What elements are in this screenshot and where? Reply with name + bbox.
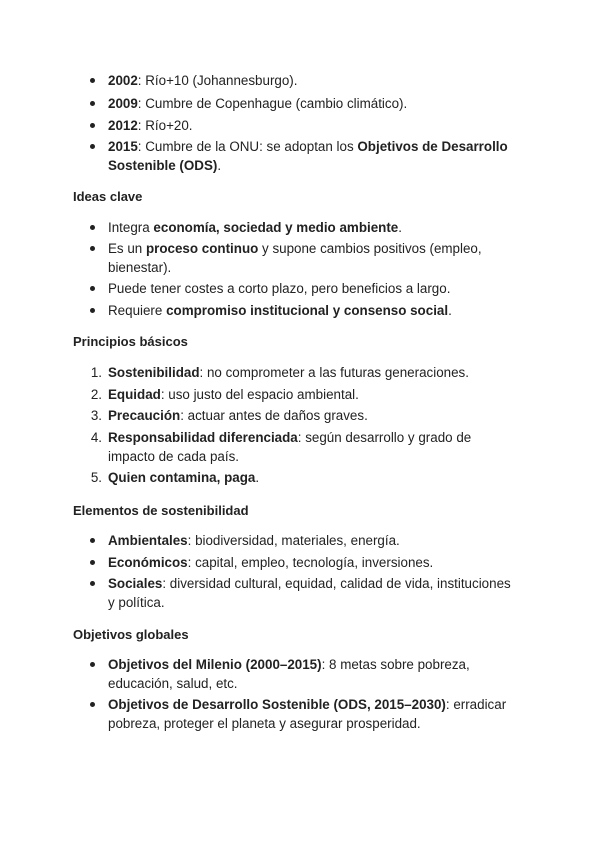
list-item: [108, 71, 518, 90]
item-bold-text: Económicos: [108, 555, 188, 570]
item-text: : no comprometer a las futuras generaciones.: [199, 365, 469, 380]
item-text: Integra: [108, 220, 154, 235]
list-item: [108, 94, 518, 113]
item-text: : capital, empleo, tecnología, inversiones.: [187, 555, 434, 570]
item-bold-text: Sostenibilidad: [108, 365, 200, 380]
item-bold-text: Objetivos de Desarrollo Sostenible (ODS, 2015–2030): [108, 697, 446, 712]
item-text: : Cumbre de Copenhague (cambio climático).: [137, 96, 408, 111]
item-bold-text: Equidad: [108, 387, 161, 402]
item-text: : Río+20.: [137, 118, 193, 133]
item-text: Requiere: [108, 303, 167, 318]
item-text: : actuar antes de daños graves.: [180, 408, 368, 423]
list-item: [108, 553, 518, 572]
list-item: [90, 385, 518, 404]
list-number: 4.: [90, 430, 102, 445]
list-item: [90, 406, 518, 425]
list-item: [90, 468, 518, 487]
item-bold-text: compromiso institucional y consenso social: [166, 303, 449, 318]
list-item: [108, 239, 518, 277]
item-text: Puede tener costes a corto plazo, pero beneficios a largo.: [108, 281, 451, 296]
item-text: Es un: [108, 241, 146, 256]
item-text: .: [217, 158, 222, 173]
section-heading-principios: Principios básicos: [73, 334, 188, 349]
item-bold-text: Quien contamina, paga: [108, 470, 256, 485]
list-item: [108, 655, 518, 693]
item-text: : según desarrollo y grado de impacto de cada país.: [108, 430, 472, 464]
item-bold-text: Ambientales: [108, 533, 188, 548]
section-heading-objetivos: Objetivos globales: [73, 627, 189, 642]
item-text: : Río+10 (Johannesburgo).: [137, 73, 298, 88]
section-heading-elementos: Elementos de sostenibilidad: [73, 503, 249, 518]
item-text: .: [448, 303, 452, 318]
list-item: [108, 531, 518, 550]
section-heading-ideas: Ideas clave: [73, 189, 143, 204]
year-label: 2015: [108, 139, 138, 154]
item-bold-text: economía, sociedad y medio ambiente: [153, 220, 399, 235]
item-text: y supone cambios positivos (empleo, bienestar).: [108, 241, 482, 275]
item-text: : diversidad cultural, equidad, calidad de vida, instituciones y política.: [108, 576, 511, 610]
year-label: 2002: [108, 73, 138, 88]
list-number: 5.: [90, 470, 102, 485]
list-item: [90, 428, 518, 466]
item-bold-text: Responsabilidad diferenciada: [108, 430, 298, 445]
list-item: [108, 116, 518, 135]
list-item: [108, 695, 518, 733]
item-bold-text: Precaución: [108, 408, 181, 423]
item-text: .: [255, 470, 260, 485]
list-number: 2.: [90, 387, 102, 402]
item-bold-text: proceso continuo: [145, 241, 259, 256]
item-text: : erradicar pobreza, proteger el planeta y asegurar prosperidad.: [108, 697, 507, 731]
year-label: 2009: [108, 96, 138, 111]
list-item: [108, 279, 518, 298]
list-item: [90, 363, 518, 382]
item-text: : 8 metas sobre pobreza, educación, salud, etc.: [108, 657, 470, 691]
item-bold-text: Objetivos del Milenio (2000–2015): [108, 657, 322, 672]
item-text: .: [398, 220, 402, 235]
list-item: [108, 301, 518, 320]
item-text: : Cumbre de la ONU: se adoptan los: [137, 139, 358, 154]
item-bold-text: Objetivos de Desarrollo Sostenible (ODS): [108, 139, 508, 173]
list-number: 1.: [90, 365, 102, 380]
item-bold-text: Sociales: [108, 576, 163, 591]
list-item: [108, 218, 518, 237]
list-item: [108, 574, 518, 612]
year-label: 2012: [108, 118, 138, 133]
item-text: : uso justo del espacio ambiental.: [160, 387, 359, 402]
list-item: [108, 137, 518, 175]
item-text: : biodiversidad, materiales, energía.: [187, 533, 400, 548]
list-number: 3.: [90, 408, 102, 423]
